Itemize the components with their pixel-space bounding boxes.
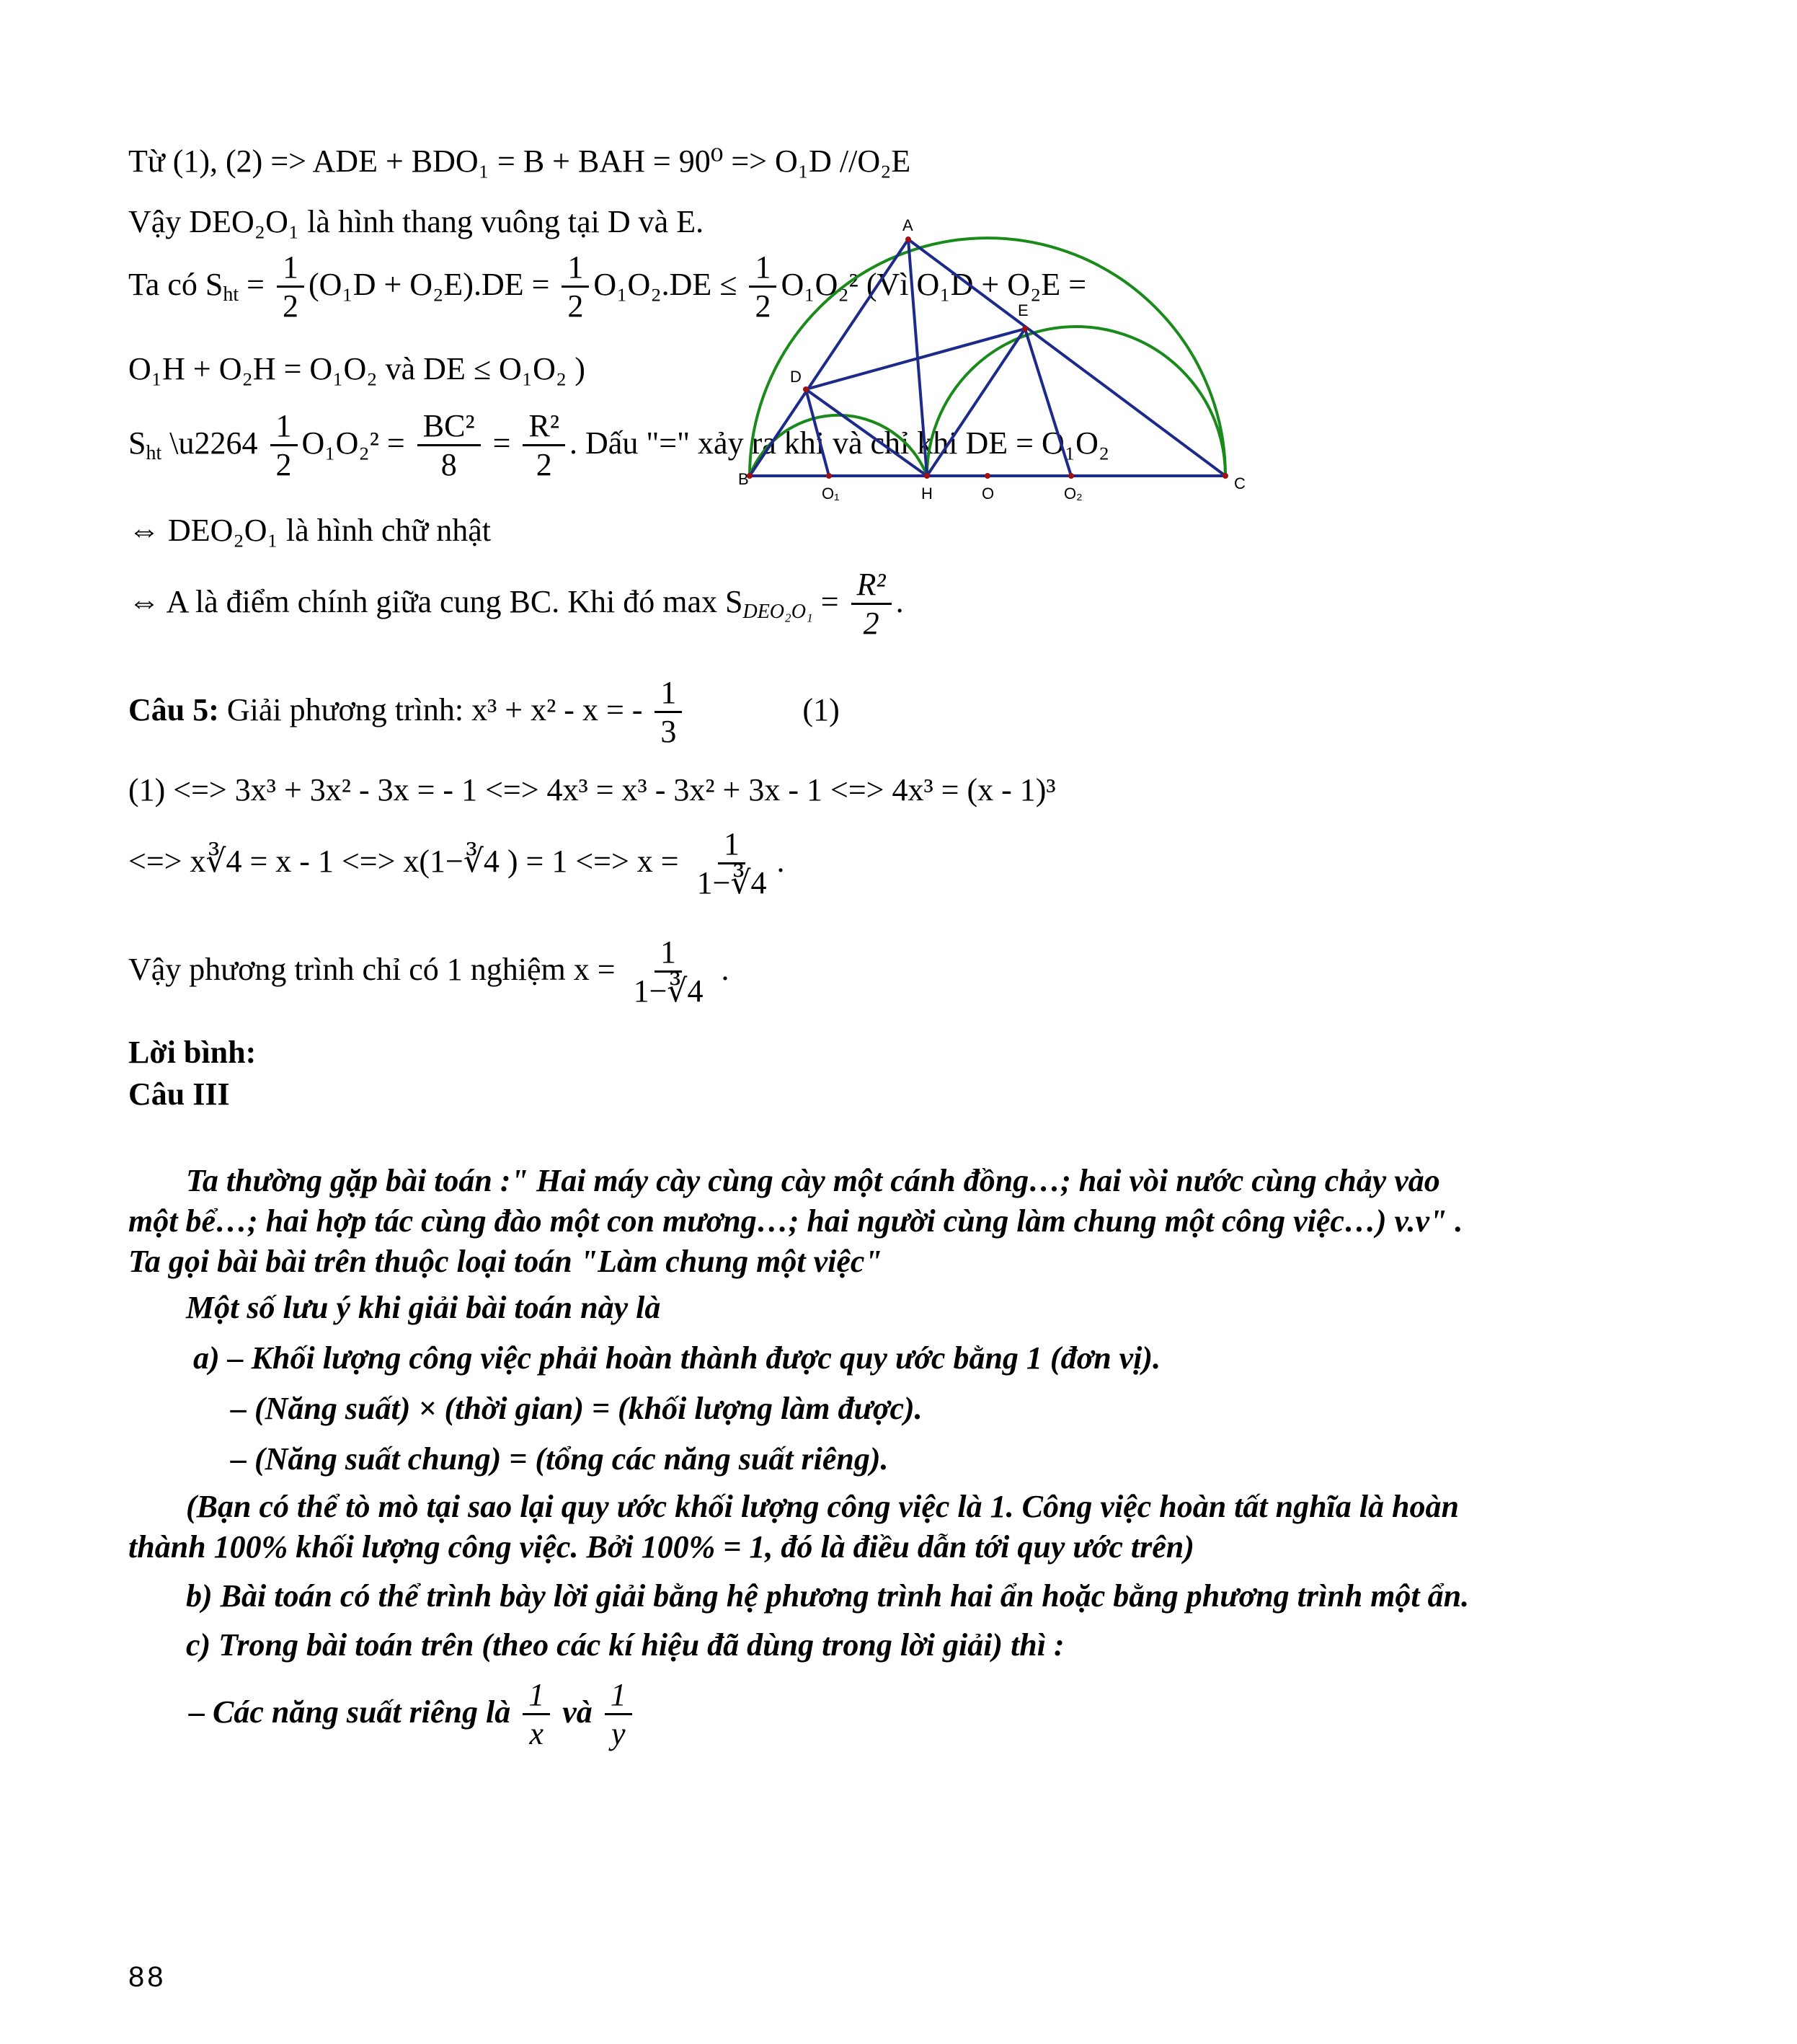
note-item: b) Bài toán có thể trình bày lời giải bằng hệ phương trình hai ẩn hoặc bằng phương trình một ẩn.	[186, 1578, 1470, 1614]
note-item: a) – Khối lượng công việc phải hoàn thành được quy ước bằng 1 (đơn vị).	[193, 1340, 1161, 1376]
note-line: Một số lưu ý khi giải bài toán này là	[186, 1290, 661, 1325]
label-e: E	[1018, 301, 1029, 319]
note-line: (Bạn có thể tò mò tại sao lại quy ước khối lượng công việc là 1. Công việc hoàn tất nghĩa là hoàn	[186, 1489, 1459, 1524]
segment-eo2	[1025, 329, 1071, 476]
label-h: H	[921, 485, 933, 503]
segment-ab	[750, 239, 908, 476]
geometry-figure	[721, 216, 1269, 519]
point-h	[924, 473, 930, 479]
line-equation-transform: (1) <=> 3x³ + 3x² - 3x = - 1 <=> 4x³ = x³ - 3x² + 3x - 1 <=> 4x³ = (x - 1)³	[128, 772, 1056, 808]
line-rectangle: ⇔ DEO₂O₁ là hình chữ nhật	[128, 513, 491, 548]
label-o: O	[982, 485, 995, 503]
point-c	[1223, 473, 1228, 479]
line-sum-segments: O₁H + O₂H = O₁O₂ và DE ≤ O₁O₂ )	[128, 351, 585, 386]
note-item: – (Năng suất chung) = (tổng các năng suất riêng).	[231, 1441, 889, 1477]
note-line: thành 100% khối lượng công việc. Bởi 100% = 1, đó là điều dẫn tới quy ước trên)	[128, 1529, 1194, 1565]
note-line: Ta gọi bài bài trên thuộc loại toán "Làm chung một việc"	[128, 1244, 882, 1279]
line-conclusion: Vậy phương trình chỉ có 1 nghiệm x = $\frac{1}{1-∛4}$ .	[128, 934, 729, 1009]
note-line: Ta thường gặp bài toán :" Hai máy cày cùng cày một cánh đồng…; hai vòi nước cùng chảy vào	[186, 1163, 1440, 1198]
fraction-1-over-y: $\frac{1}{y}$	[605, 1677, 632, 1753]
point-o2	[1068, 473, 1074, 479]
point-e	[1022, 326, 1028, 332]
point-d	[803, 386, 809, 392]
section-heading: Lời bình:	[128, 1035, 257, 1070]
fraction-solution: $\frac{1}{1-∛4}$	[633, 934, 704, 1009]
point-o1	[826, 473, 832, 479]
fraction-half: $\frac{1}{2}$	[749, 249, 776, 325]
fraction-half: $\frac{1}{2}$	[277, 249, 304, 325]
note-item: – (Năng suất) × (thời gian) = (khối lượng làm được).	[231, 1391, 923, 1426]
label-c: C	[1234, 474, 1246, 492]
point-o	[985, 473, 990, 479]
fraction-bc: $\frac{\text{BC²}}{8}$	[417, 408, 481, 484]
semicircle-bh	[750, 415, 927, 476]
subsection-heading: Câu III	[128, 1076, 230, 1112]
label-o1: O₁	[822, 485, 840, 503]
note-item: – Các năng suất riêng là $\frac{1}{x}$ và $\frac{1}{y}$	[189, 1673, 636, 1753]
fraction-third: $\frac{1}{3}$	[655, 675, 682, 751]
fraction-r: $\frac{\text{R²}}{2}$	[851, 567, 892, 642]
problem-5-statement: Câu 5: Giải phương trình: x³ + x² - x = - $\frac{1}{3}$ (1)	[128, 675, 840, 750]
point-a	[905, 236, 911, 242]
line-solution: <=> x∛4 = x - 1 <=> x(1−∛4 ) = 1 <=> x = $\frac{1}{1-∛4}$ .	[128, 826, 785, 901]
fraction-solution: $\frac{1}{1-∛4}$	[696, 826, 767, 901]
fraction-1-over-x: $\frac{1}{x}$	[523, 1677, 550, 1753]
line-parallel-conclusion: Từ (1), (2) => ADE + BDO₁ = B + BAH = 90⁰ => O₁D //O₂E	[128, 143, 911, 179]
note-line: một bể…; hai hợp tác cùng đào một con mương…; hai người cùng làm chung một công việc…) v.v" .	[128, 1203, 1463, 1239]
fraction-half: $\frac{1}{2}$	[562, 249, 589, 325]
note-item: c) Trong bài toán trên (theo các kí hiệu đã dùng trong lời giải) thì :	[186, 1627, 1065, 1663]
semicircle-hc	[927, 327, 1225, 476]
fraction-half: $\frac{1}{2}$	[270, 408, 298, 484]
line-max-area: ⇔ A là điểm chính giữa cung BC. Khi đó $\max S_{DEO_2O_1}$ = $\frac{\text{R²}}{2}$ .	[128, 567, 904, 642]
line-area-formula: Ta có $S_{ht}$ = $\frac{1}{2}$ (O₁D + O₂E).DE = $\frac{1}{2}$ O₁O₂.DE ≤ $\frac{1}{2}$ O₁O₂² (Vì O₁D + O₂E =	[128, 249, 1087, 324]
page-number: 88	[128, 1961, 167, 1993]
label-d: D	[790, 368, 802, 386]
segment-ac	[908, 239, 1225, 476]
label-b: B	[738, 470, 749, 488]
line-area-max: $S_{ht}$ \u2264 $\frac{1}{2}$ O₁O₂² = $\frac{\text{BC²}}{8}$ = $\frac{\text{R²}}{2}$ . Dấu "=" xảy ra khi và chỉ khi DE = O₁O₂	[128, 408, 1110, 483]
problem-label: Câu 5:	[128, 692, 219, 727]
label-o2: O₂	[1064, 485, 1083, 503]
line-trapezoid: Vậy DEO₂O₁ là hình thang vuông tại D và E.	[128, 204, 704, 239]
fraction-r: $\frac{\text{R²}}{2}$	[523, 408, 565, 484]
label-a: A	[902, 216, 913, 234]
